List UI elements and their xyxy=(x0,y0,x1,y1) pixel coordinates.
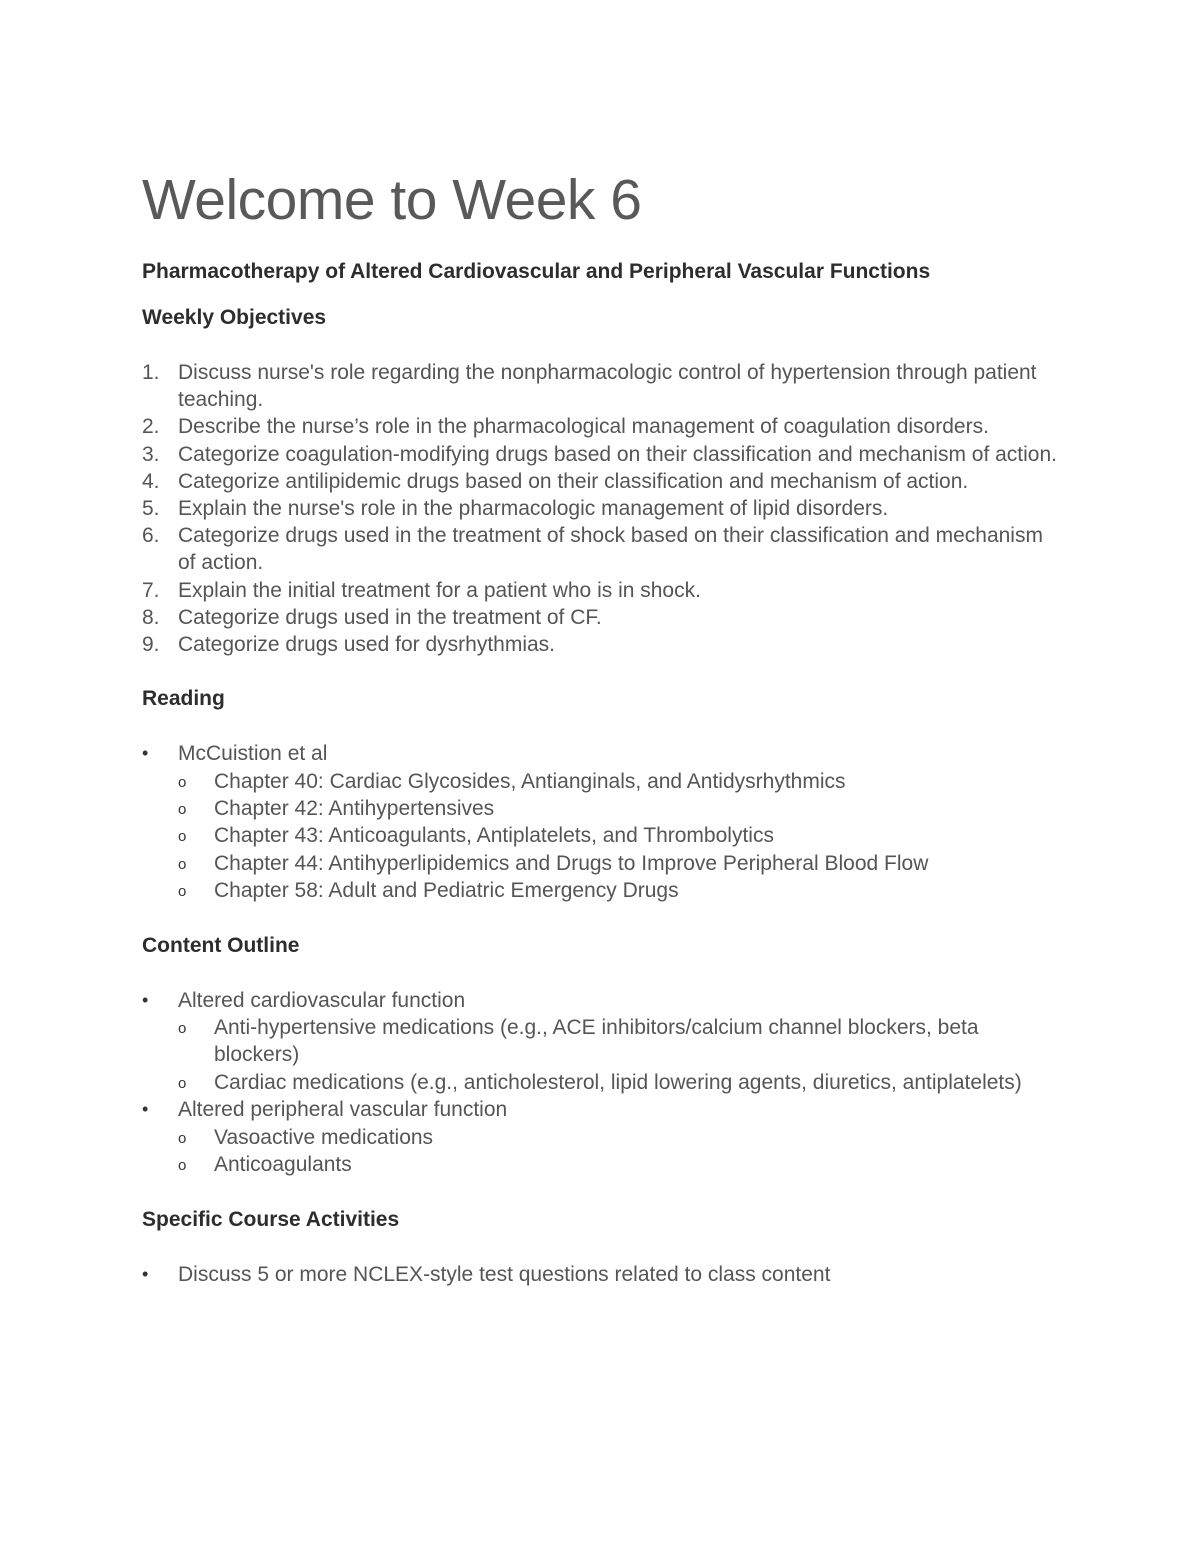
objective-number: 6. xyxy=(142,524,160,548)
course-activities-list xyxy=(142,1261,1062,1288)
reading-item-sublist xyxy=(178,768,1062,905)
objective-text: Categorize drugs used for dysrhythmias. xyxy=(178,633,556,657)
objective-item xyxy=(142,359,1062,413)
bullet-icon: • xyxy=(142,743,149,764)
objective-item xyxy=(142,631,1062,658)
content-outline-heading: Content Outline xyxy=(142,933,300,957)
reading-chapter-text: Chapter 58: Adult and Pediatric Emergency Drugs xyxy=(214,879,679,903)
outline-subtopic-text: Anti-hypertensive medications (e.g., ACE inhibitors/calcium channel blockers, beta blockers) xyxy=(214,1016,979,1067)
objective-text: Categorize coagulation-modifying drugs based on their classification and mechanism of action. xyxy=(178,442,1057,466)
page-title: Welcome to Week 6 xyxy=(142,168,642,232)
objective-number: 9. xyxy=(142,633,160,657)
page-subtitle: Pharmacotherapy of Altered Cardiovascular and Peripheral Vascular Functions xyxy=(142,260,931,283)
objective-item xyxy=(142,441,1062,468)
circle-bullet-icon: o xyxy=(178,883,187,901)
objective-text: Describe the nurse’s role in the pharmacological management of coagulation disorders. xyxy=(178,415,989,439)
outline-subtopic xyxy=(178,1124,1062,1151)
objective-text: Explain the initial treatment for a patient who is in shock. xyxy=(178,578,701,602)
content-outline-list xyxy=(142,987,1062,1179)
objective-number: 3. xyxy=(142,442,160,466)
activity-item xyxy=(142,1261,1062,1288)
objective-item xyxy=(142,604,1062,631)
outline-subtopic xyxy=(178,1151,1062,1178)
reading-chapter xyxy=(178,850,1062,877)
objective-item xyxy=(142,577,1062,604)
objective-number: 4. xyxy=(142,469,160,493)
outline-subtopic-text: Vasoactive medications xyxy=(214,1125,434,1149)
outline-topic xyxy=(142,1096,1062,1178)
outline-subtopic-text: Anticoagulants xyxy=(214,1153,352,1177)
circle-bullet-icon: o xyxy=(178,828,187,846)
bullet-icon: • xyxy=(142,989,149,1010)
reading-item xyxy=(142,740,1062,904)
objective-number: 7. xyxy=(142,578,160,602)
circle-bullet-icon: o xyxy=(178,1020,187,1038)
bullet-icon: • xyxy=(142,1263,149,1284)
objective-item xyxy=(142,413,1062,440)
reading-chapter xyxy=(178,795,1062,822)
outline-subtopic-text: Cardiac medications (e.g., anticholesterol, lipid lowering agents, diuretics, antiplatelets) xyxy=(214,1070,1022,1094)
objective-item xyxy=(142,468,1062,495)
circle-bullet-icon: o xyxy=(178,773,187,791)
objective-text: Categorize drugs used in the treatment of shock based on their classification and mechanism of action. xyxy=(178,524,1043,575)
objective-item xyxy=(142,495,1062,522)
circle-bullet-icon: o xyxy=(178,855,187,873)
outline-topic-text: Altered cardiovascular function xyxy=(178,988,466,1012)
objectives-heading: Weekly Objectives xyxy=(142,306,327,329)
activity-item-text: Discuss 5 or more NCLEX-style test questions related to class content xyxy=(178,1262,831,1286)
objective-number: 5. xyxy=(142,497,160,521)
reading-chapter-text: Chapter 40: Cardiac Glycosides, Antianginals, and Antidysrhythmics xyxy=(214,769,846,793)
objective-text: Explain the nurse's role in the pharmacologic management of lipid disorders. xyxy=(178,497,889,521)
objective-number: 2. xyxy=(142,415,160,439)
outline-topic-text: Altered peripheral vascular function xyxy=(178,1098,508,1122)
reading-chapter xyxy=(178,822,1062,849)
objective-number: 8. xyxy=(142,605,160,629)
course-activities-heading: Specific Course Activities xyxy=(142,1207,400,1231)
reading-item-text: McCuistion et al xyxy=(178,742,328,766)
circle-bullet-icon: o xyxy=(178,801,187,819)
reading-chapter-text: Chapter 44: Antihyperlipidemics and Drugs to Improve Peripheral Blood Flow xyxy=(214,851,929,875)
reading-chapter-text: Chapter 42: Antihypertensives xyxy=(214,797,495,821)
reading-heading: Reading xyxy=(142,687,225,711)
reading-chapter xyxy=(178,877,1062,904)
outline-topic-sublist xyxy=(178,1124,1062,1179)
outline-topic-sublist xyxy=(178,1014,1062,1096)
reading-list xyxy=(142,740,1062,904)
objective-text: Categorize drugs used in the treatment of CF. xyxy=(178,605,602,629)
objective-item xyxy=(142,522,1062,576)
outline-subtopic xyxy=(178,1069,1062,1096)
objective-text: Discuss nurse's role regarding the nonpharmacologic control of hypertension through patient teaching. xyxy=(178,361,1037,412)
reading-chapter-text: Chapter 43: Anticoagulants, Antiplatelets, and Thrombolytics xyxy=(214,824,774,848)
bullet-icon: • xyxy=(142,1099,149,1120)
document-page xyxy=(142,160,1062,1288)
reading-chapter xyxy=(178,768,1062,795)
circle-bullet-icon: o xyxy=(178,1129,187,1147)
circle-bullet-icon: o xyxy=(178,1157,187,1175)
objectives-list xyxy=(142,359,1062,658)
outline-subtopic xyxy=(178,1014,1062,1069)
objective-number: 1. xyxy=(142,361,160,384)
objective-text: Categorize antilipidemic drugs based on their classification and mechanism of action. xyxy=(178,469,969,493)
outline-topic xyxy=(142,987,1062,1097)
circle-bullet-icon: o xyxy=(178,1074,187,1092)
